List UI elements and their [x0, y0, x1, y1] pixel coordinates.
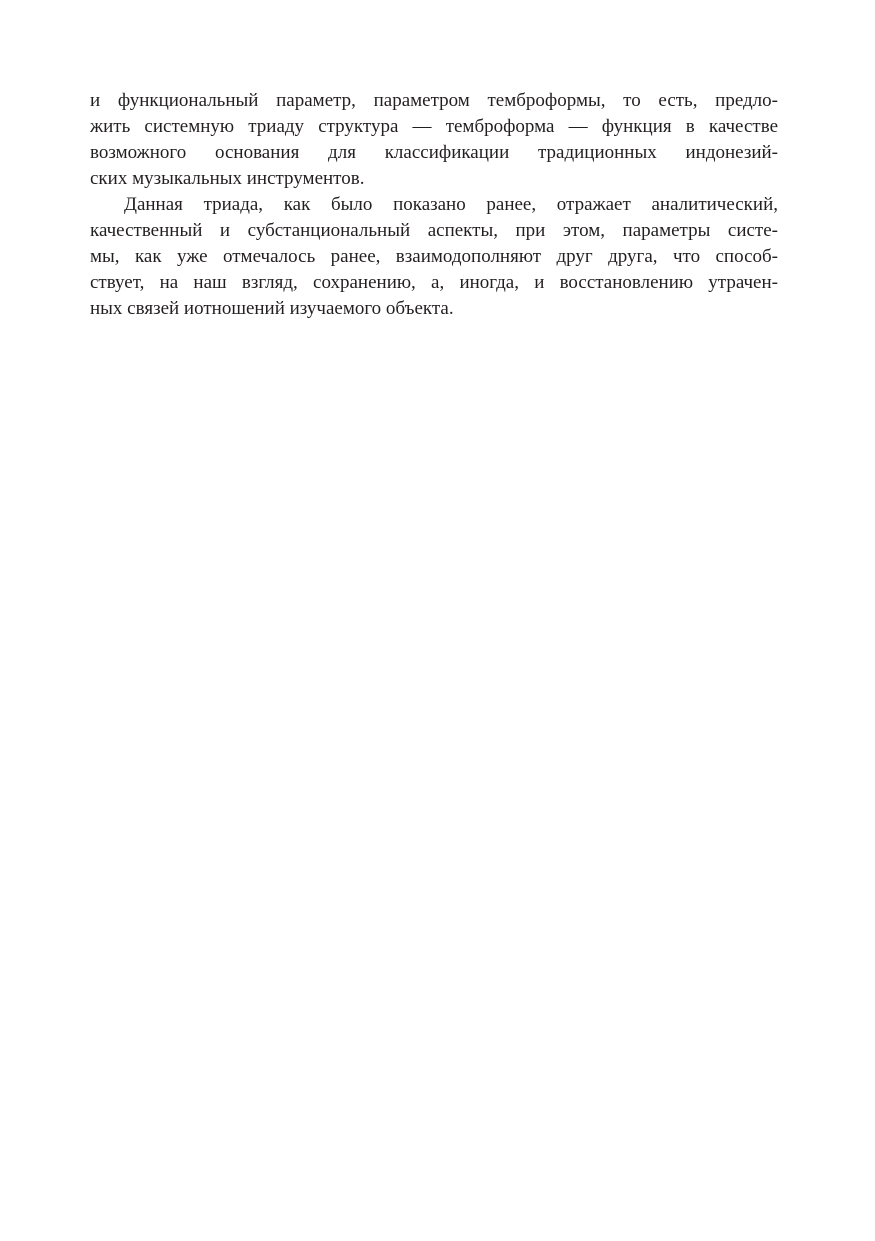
page-body [90, 88, 778, 322]
paragraph-1 [90, 88, 778, 192]
text-line: возможного основания для классификации традиционных индонезий- [90, 142, 778, 163]
text-line: ных связей иотношений изучаемого объекта. [90, 298, 454, 319]
text-line: качественный и субстанциональный аспекты, при этом, параметры систе- [90, 220, 778, 241]
text-line: ствует, на наш взгляд, сохранению, а, иногда, и восстановлению утрачен- [90, 272, 778, 293]
text-line: ских музыкальных инструментов. [90, 168, 365, 189]
paragraph-2 [90, 192, 778, 322]
text-line: и функциональный параметр, параметром темброформы, то есть, предло- [90, 90, 778, 111]
text-line: Данная триада, как было показано ранее, отражает аналитический, [124, 194, 778, 215]
text-line: жить системную триаду структура — темброформа — функция в качестве [90, 116, 778, 137]
text-line: мы, как уже отмечалось ранее, взаимодополняют друг друга, что способ- [90, 246, 778, 267]
